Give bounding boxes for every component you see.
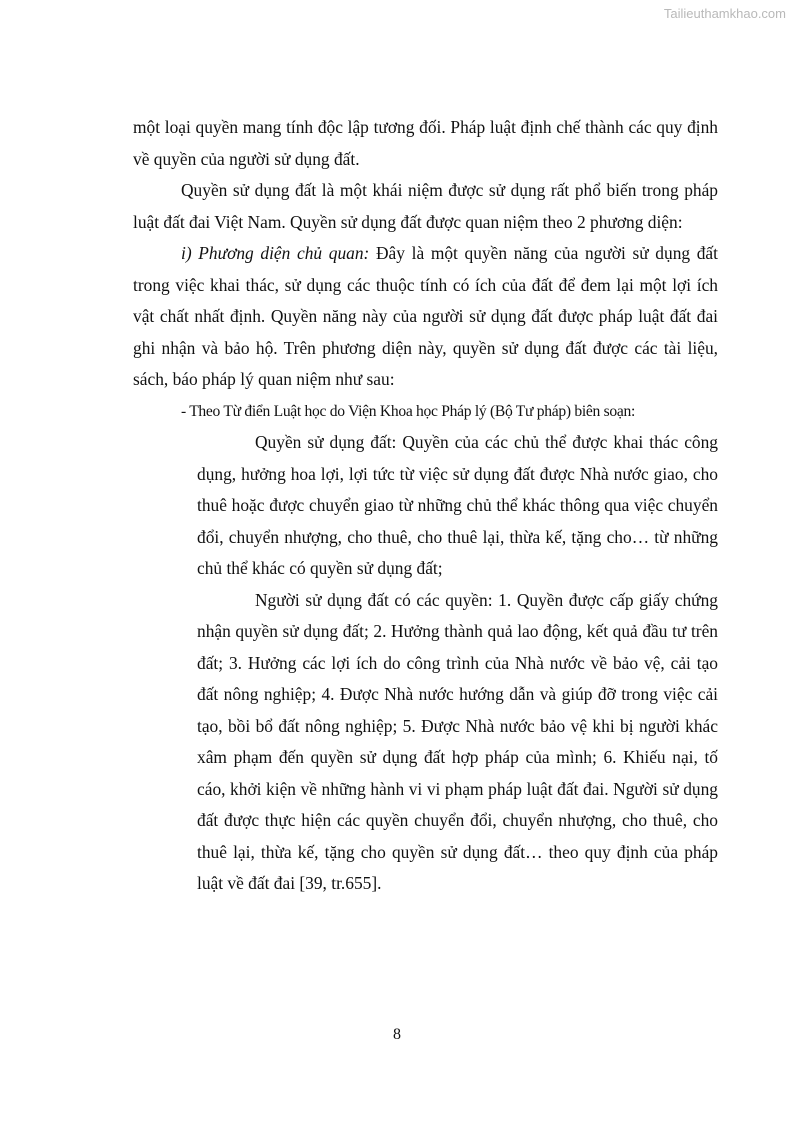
quote-block-2: Người sử dụng đất có các quyền: 1. Quyền được cấp giấy chứng nhận quyền sử dụng đất; 2. Hưởng thành quả lao động, kết quả đầu tư trên đất; 3. Hưởng các lợi ích do công trình của Nhà nước về bảo vệ, cải tạo đất nông nghiệp; 4. Được Nhà nước hướng dẫn và giúp đỡ trong việc cải tạo, bồi bổ đất nông nghiệp; 5. Được Nhà nước bảo vệ khi bị người khác xâm phạm đến quyền sử dụng đất hợp pháp của mình; 6. Khiếu nại, tố cáo, khởi kiện về những hành vi vi phạm pháp luật đất đai. Người sử dụng đất được thực hiện các quyền chuyển đổi, chuyển nhượng, cho thuê, cho thuê lại, thừa kế, tặng cho quyền sử dụng đất… theo quy định của pháp luật về đất đai [39, tr.655]. — [197, 589, 718, 893]
paragraph-3-label: i) Phương diện chủ quan: — [181, 243, 370, 263]
page-number: 8 — [393, 1026, 401, 1043]
paragraph-3 — [133, 238, 718, 396]
document-body — [133, 112, 718, 900]
paragraph-3-text: Đây là một quyền năng của người sử dụng đất trong việc khai thác, sử dụng các thuộc tính có ích của đất để đem lại một lợi ích vật chất nhất định. Quyền năng này của người sử dụng đất được pháp luật đất đai ghi nhận và bảo hộ. Trên phương diện này, quyền sử dụng đất được các tài liệu, sách, báo pháp lý quan niệm như sau: — [133, 243, 718, 389]
paragraph-1: một loại quyền mang tính độc lập tương đối. Pháp luật định chế thành các quy định về quyền của người sử dụng đất. — [133, 117, 718, 169]
watermark-text: Tailieuthamkhao.com — [663, 6, 786, 21]
paragraph-2: Quyền sử dụng đất là một khái niệm được sử dụng rất phổ biến trong pháp luật đất đai Việt Nam. Quyền sử dụng đất được quan niệm theo 2 phương diện: — [133, 180, 718, 232]
paragraph-4-dictionary-reference: - Theo Từ điển Luật học do Viện Khoa học Pháp lý (Bộ Tư pháp) biên soạn: — [181, 402, 636, 420]
quote-block-1: Quyền sử dụng đất: Quyền của các chủ thể được khai thác công dụng, hưởng hoa lợi, lợi tức từ việc sử dụng đất được Nhà nước giao, cho thuê hoặc được chuyển giao từ những chủ thể khác thông qua việc chuyển đổi, chuyển nhượng, cho thuê, cho thuê lại, thừa kế, tặng cho… từ những chủ thể khác có quyền sử dụng đất; — [197, 432, 718, 578]
